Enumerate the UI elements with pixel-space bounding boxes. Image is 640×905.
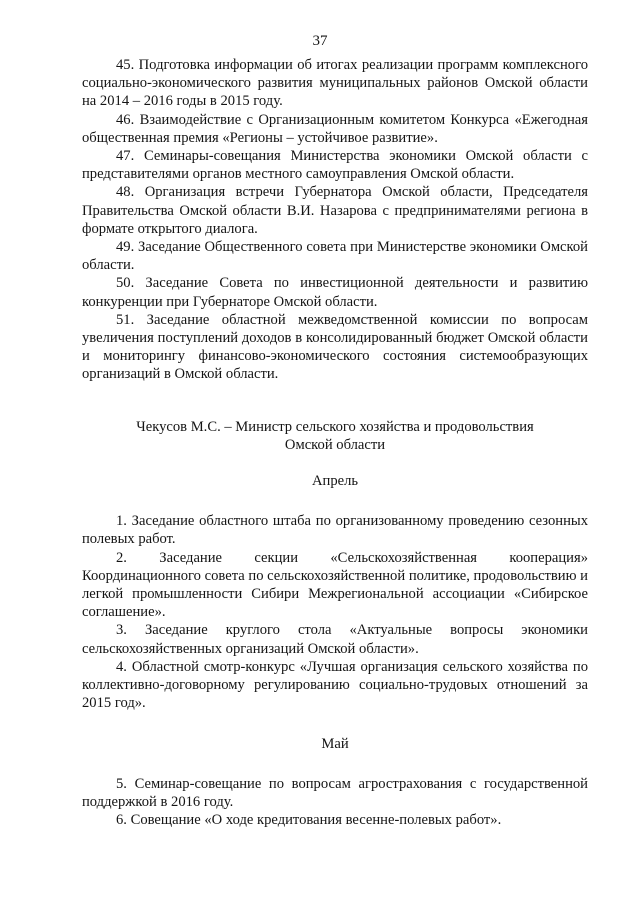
minister-heading-line2: Омской области (284, 436, 386, 453)
list-item-46: 46. Взаимодействие с Организационным комитетом Конкурса «Ежегодная общественная премия «Регионы – устойчивое развитие». (82, 111, 588, 146)
may-list (82, 775, 588, 830)
list-item-50: 50. Заседание Совета по инвестиционной деятельности и развитию конкуренции при Губернаторе Омской области. (82, 275, 588, 310)
list-item-47: 47. Семинары-совещания Министерства экономики Омской области с представителями органов местного самоуправления Омской области. (82, 148, 588, 183)
list-item-49: 49. Заседание Общественного совета при Министерстве экономики Омской области. (82, 239, 588, 274)
page-number: 37 (312, 33, 328, 49)
month-heading-april: Апрель (311, 473, 359, 490)
may-item-5: 5. Семинар-совещание по вопросам агрострахования с государственной поддержкой в 2016 году. (82, 775, 588, 810)
april-item-1: 1. Заседание областного штаба по организованному проведению сезонных полевых работ. (82, 513, 588, 548)
april-item-4: 4. Областной смотр-конкурс «Лучшая организация сельского хозяйства по коллективно-договорному регулированию социально-трудовых отношений за 2015 год». (82, 658, 588, 712)
list-item-48: 48. Организация встречи Губернатора Омской области, Председателя Правительства Омской области В.И. Назарова с предпринимателями региона в формате открытого диалога. (82, 184, 588, 237)
document-body (82, 56, 588, 829)
list-item-51: 51. Заседание областной межведомственной комиссии по вопросам увеличения поступлений доходов в консолидированный бюджет Омской области и мониторингу финансово-экономического состояния системообразующих организаций в Омской области. (82, 311, 588, 383)
month-heading-may: Май (321, 735, 349, 752)
may-item-6: 6. Совещание «О ходе кредитования весенне-полевых работ». (116, 812, 502, 829)
minister-heading-line1: Чекусов М.С. – Министр сельского хозяйства и продовольствия (136, 418, 534, 435)
list-item-45: 45. Подготовка информации об итогах реализации программ комплексного социально-экономического развития муниципальных районов Омской области на 2014 – 2016 годы в 2015 году. (82, 57, 588, 110)
section1-list (82, 56, 588, 384)
april-item-3: 3. Заседание круглого стола «Актуальные вопросы экономики сельскохозяйственных организаций Омской области». (82, 622, 588, 657)
april-list (82, 512, 588, 712)
april-item-2: 2. Заседание секции «Сельскохозяйственная кооперация» Координационного совета по сельскохозяйственной политике, продовольствию и легкой промышленности Сибири Межрегиональной ассоциации «Сибирское соглашение». (82, 549, 588, 621)
